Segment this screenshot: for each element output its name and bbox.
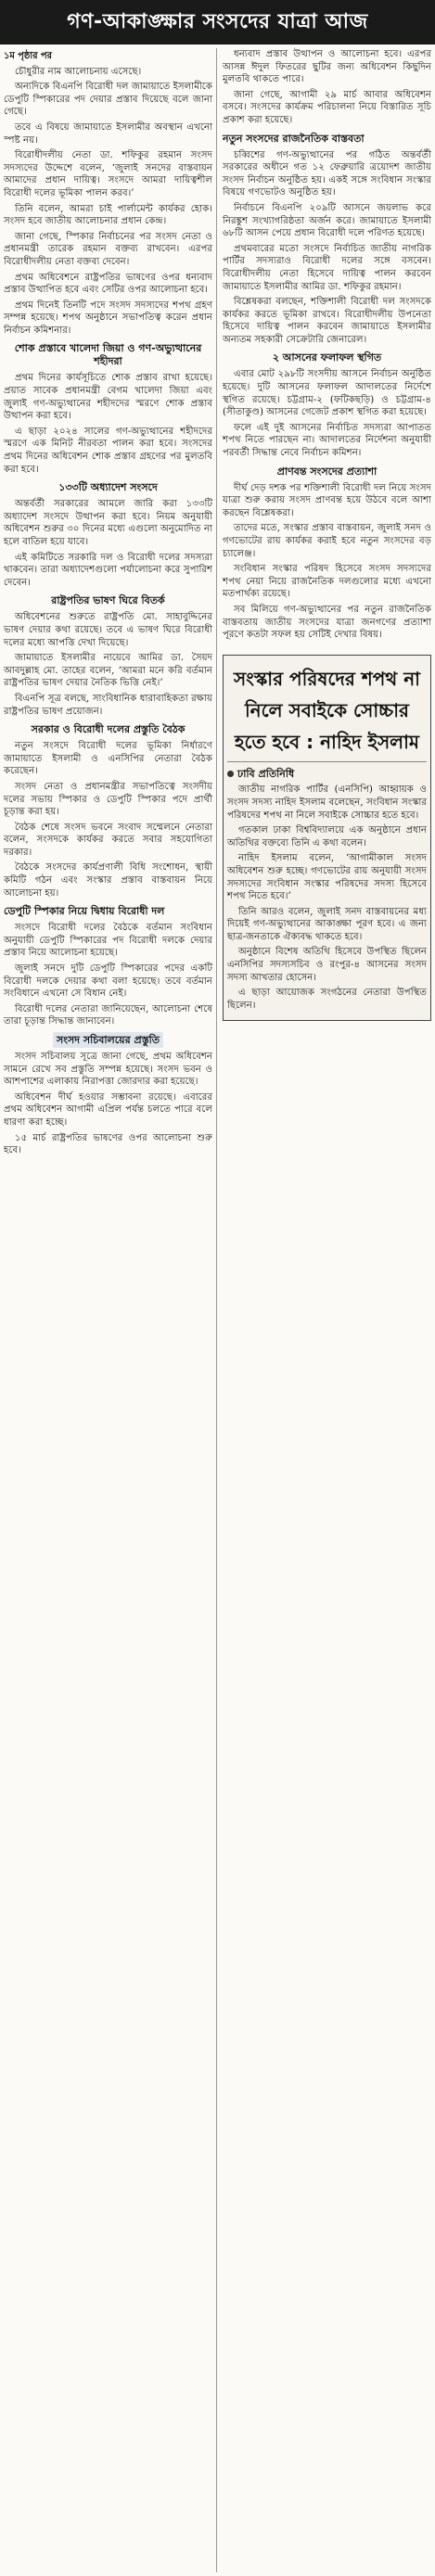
subheading: রাষ্ট্রপতির ভাষণ ঘিরে বিতর্ক	[51, 594, 165, 607]
subheading: ১৩৩টি অধ্যাদেশ সংসদে	[58, 481, 158, 494]
paragraph: জুলাই সনদে দুটি ডেপুটি স্পিকারের পদের একটি বিরোধী দলকে দেয়ার কথা বলা হয়েছে। তবে বর্তমান সংবিধানে এখনো সে বিধান নেই।	[4, 963, 212, 1000]
subheading-text: সংসদ সচিবালয়ের প্রস্তুতি	[53, 1032, 163, 1048]
paragraph: চব্বিশের গণ-অভ্যুত্থানের পর গঠিত অন্তর্বর্তী সরকারের অধীনে গত ১২ ফেব্রুয়ারি ত্রয়োদশ জাতীয় সংসদ নির্বাচন অনুষ্ঠিত হয়। একই সঙ্গে সংবিধান সংস্কার বিষয়ে গণভোটও অনুষ্ঠিত হয়।	[223, 149, 431, 198]
continued-label: ১ম পৃষ্ঠার পর	[4, 51, 52, 61]
paragraph: গতকাল ঢাকা বিশ্ববিদ্যালয়ে এক অনুষ্ঠানে প্রধান অতিথির বক্তব্যে তিনি এ কথা বলেন।	[227, 825, 427, 848]
paragraph: বৈঠকে সংসদের কার্যপ্রণালী বিধি সংশোধন, স্থায়ী কমিটি গঠন এবং সংস্কার প্রস্তাব বাস্তবায়ন নিয়ে আলোচনা হয়।	[4, 862, 212, 899]
sidebar-article	[223, 655, 431, 1022]
column-divider	[216, 48, 217, 2572]
paragraph: বৈঠক শেষে সংসদ ভবনে সংবাদ সম্মেলনে নেতারা বলেন, সংসদকে কার্যকর করতে সবার সহযোগিতা দরকার।	[4, 822, 212, 858]
paragraph: প্রথম দিনেই তিনটি পদে সংসদ সদস্যদের শপথ গ্রহণ সম্পন্ন হয়েছে। শপথ অনুষ্ঠানে সভাপতিত্ব করেন প্রধান নির্বাচন কমিশনার।	[4, 300, 212, 336]
paragraph: ফলে এই দুই আসনের নির্বাচিত সদস্যরা আপাতত শপথ নিতে পারছেন না। আদালতের নির্দেশনা অনুযায়ী পরবর্তী সিদ্ধান্ত নেবে নির্বাচন কমিশন।	[223, 422, 431, 459]
paragraph: বিরোধীদলীয় নেতা ডা. শফিকুর রহমান সংসদ সদস্যদের উদ্দেশে বলেন, ‘জুলাই সনদের বাস্তবায়ন আমাদের প্রধান দায়িত্ব। সংসদে আমরা দায়িত্বশীল বিরোধী দলের ভূমিকা পালন করব।’	[4, 150, 212, 198]
paragraph: তিনি বলেন, আমরা চাই পার্লামেন্ট কার্যকর হোক। সংসদ হবে জাতীয় আলোচনার প্রধান কেন্দ্র।	[4, 203, 212, 227]
paragraph: সংসদে বিরোধী দলের বৈঠকে বর্তমান সংবিধান অনুযায়ী ডেপুটি স্পিকারের পদ বিরোধী দলকে দেয়ার প্রস্তাব নিয়ে আলোচনা হয়েছে।	[4, 923, 212, 959]
right-column	[223, 48, 431, 2572]
paragraph: তাদের মতে, সংস্কার প্রস্তাব বাস্তবায়ন, জুলাই সনদ ও গণভোটের রায় কার্যকর করাই হবে নতুন সংসদের বড় চ্যালেঞ্জ।	[223, 523, 431, 559]
paragraph: অধিবেশন দীর্ঘ হওয়ার সম্ভাবনা রয়েছে। এবারের প্রথম অধিবেশন আগামী এপ্রিল পর্যন্ত চলতে পারে বলে ধারণা করা হচ্ছে।	[4, 1091, 212, 1128]
paragraph: চৌধুরীর নাম আলোচনায় এসেছে।	[15, 66, 142, 77]
subheading: সরকার ও বিরোধী দলের প্রস্তুতি বৈঠক	[31, 723, 186, 736]
paragraph: সংসদ সচিবালয় সূত্রে জানা গেছে, প্রথম অধিবেশন সামনে রেখে সব প্রস্তুতি সম্পন্ন হয়েছে। সংসদ ভবন ও আশপাশের এলাকায় নিরাপত্তা জোরদার করা হয়েছে।	[4, 1052, 212, 1088]
byline-text: ঢাবি প্রতিনিধি	[237, 767, 295, 780]
subheading: প্রাণবন্ত সংসদের প্রত্যাশা	[276, 465, 377, 478]
headline: গণ-আকাঙ্ক্ষার সংসদের যাত্রা আজ	[0, 0, 435, 45]
paragraph: বিশ্লেষকরা বলছেন, শক্তিশালী বিরোধী দল সংসদকে কার্যকর করতে ভূমিকা রাখবে। বিরোধীদলীয় উপনেতা হিসেবে দায়িত্ব পালন করবেন জামায়াতে ইসলামীর অন্যতম সহকারী সেক্রেটারি জেনারেল।	[223, 297, 431, 345]
subheading: শোক প্রস্তাবে খালেদা জিয়া ও গণ-অভ্যুত্থানের শহীদরা	[14, 342, 202, 368]
paragraph: ধন্যবাদ প্রস্তাব উত্থাপন ও আলোচনা হবে। এরপর আসন্ন ঈদুল ফিতরের ছুটির জন্য অধিবেশন কিছুদিন মুলতবি থাকতে পারে।	[223, 49, 431, 85]
subheading	[4, 1034, 212, 1047]
paragraph: সংবিধান সংস্কার পরিষদ হিসেবে সংসদ সদস্যদের শপথ নেয়া নিয়ে রাজনৈতিক দলগুলোর মধ্যে এখনো মতপার্থক্য রয়েছে।	[223, 564, 431, 600]
paragraph: প্রথম অধিবেশনে রাষ্ট্রপতির ভাষণের ওপর ধন্যবাদ প্রস্তাব উত্থাপিত হবে এবং সেটির ওপর আলোচনা হবে।	[4, 272, 212, 296]
paragraph: এ ছাড়া আয়োজক সংগঠনের নেতারা উপস্থিত ছিলেন।	[227, 988, 427, 1011]
paragraph: অন্তর্বর্তী সরকারের আমলে জারি করা ১৩৩টি অধ্যাদেশ সংসদে উত্থাপন করা হবে। নিয়ম অনুযায়ী অধিবেশন শুরুর ৩০ দিনের মধ্যে এগুলো অনুমোদিত না হলে বাতিল হয়ে যাবে।	[4, 499, 212, 547]
paragraph: নতুন সংসদে বিরোধী দলের ভূমিকা নির্ধারণে জামায়াতে ইসলামী ও এনসিপির নেতারা বৈঠক করেছেন।	[4, 741, 212, 777]
paragraph: অনুষ্ঠানে বিশেষ অতিথি হিসেবে উপস্থিত ছিলেন এনসিপির সদস্যসচিব ও রংপুর-৪ আসনের সংসদ সদস্য আখতার হোসেন।	[227, 947, 427, 983]
paragraph: সংসদ নেতা ও প্রধানমন্ত্রীর সভাপতিত্বে সংসদীয় দলের সভায় স্পিকার ও ডেপুটি স্পিকার পদে প্রার্থী চূড়ান্ত করা হয়।	[4, 781, 212, 818]
sidebar-rule	[227, 761, 427, 762]
bullet-icon	[227, 771, 234, 777]
paragraph: দীর্ঘ দেড় দশক পর শক্তিশালী বিরোধী দল নিয়ে সংসদ যাত্রা শুরু করায় সংসদ প্রাণবন্ত হয়ে উঠবে বলে আশা করছেন বিশ্লেষকরা।	[223, 482, 431, 518]
byline	[227, 768, 427, 781]
subheading: নতুন সংসদের রাজনৈতিক বাস্তবতা	[223, 132, 365, 145]
subheading: ডেপুটি স্পিকার নিয়ে দ্বিধায় বিরোধী দল	[4, 905, 165, 918]
paragraph: নির্বাচনে বিএনপি ২০৯টি আসনে জয়লাভ করে নিরঙ্কুশ সংখ্যাগরিষ্ঠতা অর্জন করে। জামায়াতে ইসলামী ৬৮টি আসন পেয়ে প্রধান বিরোধী দলে পরিণত হয়েছে।	[223, 202, 431, 239]
paragraph: এ ছাড়া ২০২৪ সালের গণ-অভ্যুত্থানের শহীদদের স্মরণে এক মিনিট নীরবতা পালন করা হবে। সংসদের প্রথম দিনের অধিবেশন শোক প্রস্তাব গ্রহণের পর মুলতবি করা হবে।	[4, 426, 212, 475]
paragraph: জানা গেছে, আগামী ২৯ মার্চ আবার অধিবেশন বসবে। সংসদের কার্যক্রম পরিচালনা নিয়ে বিস্তারিত সূচি প্রকাশ করা হয়েছে।	[223, 89, 431, 125]
paragraph: প্রথমবারের মতো সংসদে নির্বাচিত জাতীয় নাগরিক পার্টির সদস্যরাও বিরোধী দলের সঙ্গে বসবেন। বিরোধীদলীয় নেতা হিসেবে দায়িত্ব পালন করবেন জামায়াতে ইসলামীর আমির ডা. শফিকুর রহমান।	[223, 243, 431, 292]
paragraph: নাহিদ ইসলাম বলেন, ‘আগামীকাল সংসদ অধিবেশন শুরু হচ্ছে। গণভোটের রায় অনুযায়ী সংসদ সদস্যদের সংবিধান সংস্কার পরিষদের সদস্য হিসেবে শপথ নিতে হবে।’	[227, 853, 427, 902]
paragraph: তবে এ বিষয়ে জামায়াতে ইসলামীর অবস্থান এখনো স্পষ্ট নয়।	[4, 121, 212, 146]
paragraph: জামায়াতে ইসলামীর নায়েবে আমির ডা. সৈয়দ আবদুল্লাহ মো. তাহের বলেন, ‘আমরা মনে করি বর্তমান রাষ্ট্রপতির ভাষণ দেয়ার নৈতিক ভিত্তি নেই।’	[4, 653, 212, 689]
sidebar-title: সংস্কার পরিষদের শপথ না নিলে সবাইকে সোচ্চার হতে হবে : নাহিদ ইসলাম	[234, 667, 420, 753]
paragraph: বিরোধী দলের নেতারা জানিয়েছেন, আলোচনা শেষে তারা চূড়ান্ত সিদ্ধান্ত জানাবেন।	[4, 1003, 212, 1027]
paragraph: প্রথম দিনের কার্যসূচিতে শোক প্রস্তাব রাখা হয়েছে। প্রয়াত সাবেক প্রধানমন্ত্রী বেগম খালেদা জিয়া এবং জুলাই গণ-অভ্যুত্থানের শহীদদের স্মরণে শোক প্রস্তাব উত্থাপন করা হবে।	[4, 373, 212, 422]
paragraph: সব মিলিয়ে গণ-অভ্যুত্থানের পর নতুন রাজনৈতিক বাস্তবতায় জাতীয় সংসদের যাত্রা জনগণের প্রত্যাশা পূরণে কতটা সফল হয় সেটিই দেখার বিষয়।	[223, 604, 431, 641]
paragraph: জানা গেছে, স্পিকার নির্বাচনের পর সংসদ নেতা ও প্রধানমন্ত্রী তারেক রহমান বক্তব্য রাখবেন। এরপর বিরোধীদলীয় নেতা বক্তব্য দেবেন।	[4, 231, 212, 267]
paragraph: বিএনপি সূত্র বলছে, সাংবিধানিক ধারাবাহিকতা রক্ষায় রাষ্ট্রপতির ভাষণ প্রয়োজন।	[4, 693, 212, 717]
paragraph: অধিবেশনের শুরুতে রাষ্ট্রপতি মো. সাহাবুদ্দিনের ভাষণ দেয়ার কথা রয়েছে। তবে এ ভাষণ ঘিরে বিরোধী দলের মধ্যে আপত্তি দেখা দিয়েছে।	[4, 612, 212, 648]
paragraph: এই কমিটিতে সরকারি দল ও বিরোধী দলের সদস্যরা থাকবেন। তারা অধ্যাদেশগুলো পর্যালোচনা করে সুপারিশ দেবেন।	[4, 552, 212, 588]
subheading: ২ আসনের ফলাফল স্থগিত	[272, 351, 382, 364]
left-column	[4, 48, 212, 2572]
paragraph: অন্যদিকে বিএনপি বিরোধী দল জামায়াতে ইসলামীকে ডেপুটি স্পিকারের পদ দেয়ার প্রস্তাব দিয়েছে বলে জানা গেছে।	[4, 82, 212, 118]
paragraph: এবার মোট ২৯৮টি সংসদীয় আসনে নির্বাচন অনুষ্ঠিত হয়েছে। দুটি আসনের ফলাফল আদালতের নির্দেশে স্থগিত রয়েছে। চট্টগ্রাম-২ (ফটিকছড়ি) ও চট্টগ্রাম-৪ (সীতাকুণ্ড) আসনের গেজেট প্রকাশ স্থগিত করা হয়েছে।	[223, 369, 431, 418]
paragraph: ১৫ মার্চ রাষ্ট্রপতির ভাষণের ওপর আলোচনা শুরু হবে।	[4, 1132, 212, 1156]
paragraph: তিনি আরও বলেন, জুলাই সনদ বাস্তবায়নের মধ্য দিয়েই গণ-অভ্যুত্থানের আকাঙ্ক্ষা পূরণ হবে। এ জন্য ছাত্র-জনতাকে ঐক্যবদ্ধ থাকতে হবে।	[227, 906, 427, 942]
paragraph: জাতীয় নাগরিক পার্টির (এনসিপি) আহ্বায়ক ও সংসদ সদস্য নাহিদ ইসলাম বলেছেন, সংবিধান সংস্কার পরিষদের শপথ না নিলে সবাইকে সোচ্চার হতে হবে।	[227, 784, 427, 821]
